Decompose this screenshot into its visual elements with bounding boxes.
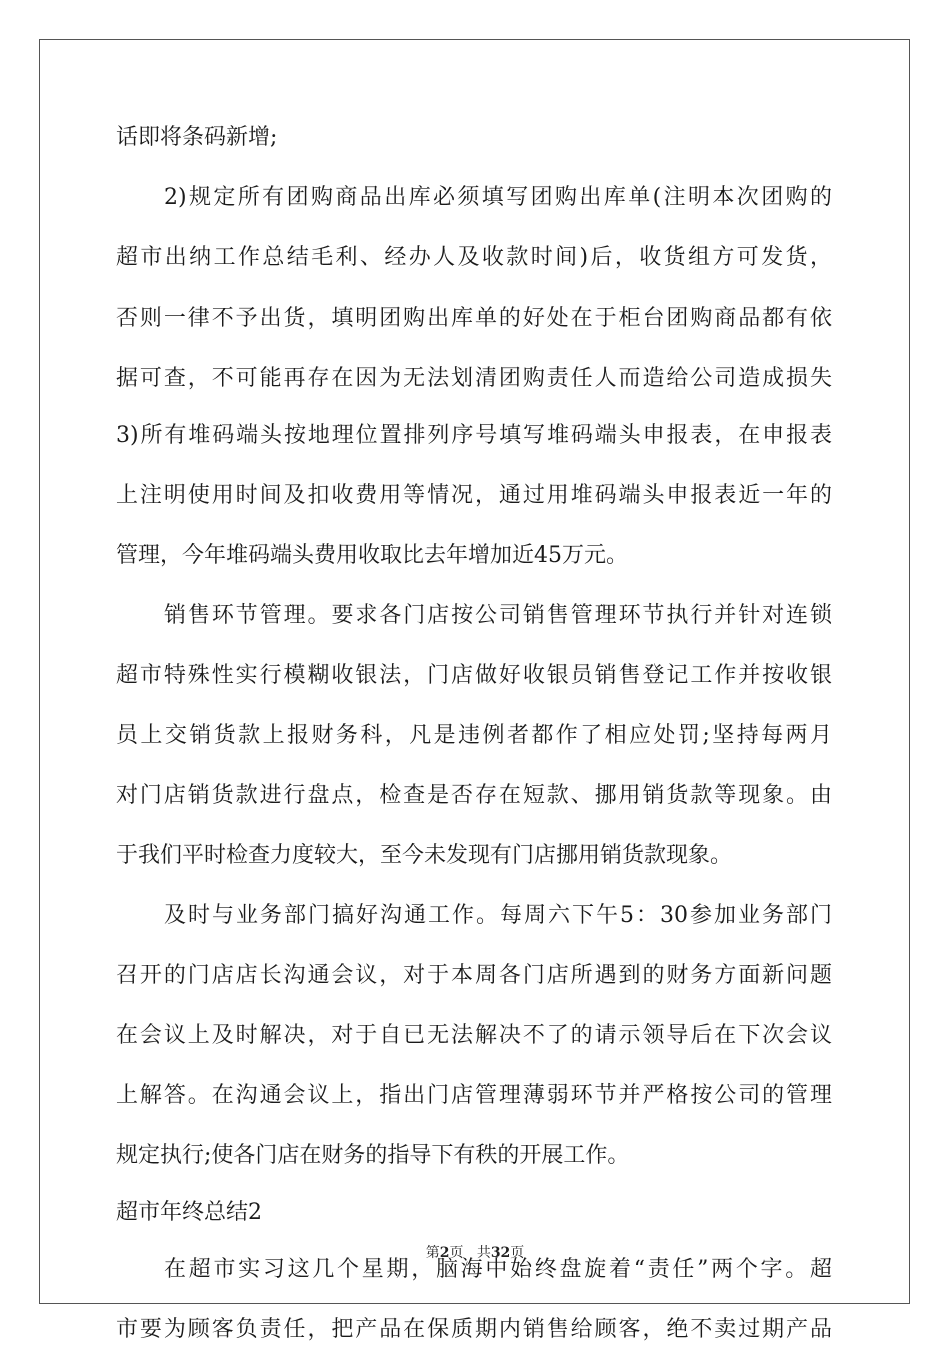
text-line: 超市特殊性实行模糊收银法，门店做好收银员销售登记工作并按收银 xyxy=(116,663,832,688)
text-line: 规定执行;使各门店在财务的指导下有秩的开展工作。 xyxy=(116,1143,630,1168)
text-line: 上解答。在沟通会议上，指出门店管理薄弱环节并严格按公司的管理 xyxy=(116,1083,832,1108)
footer-prefix: 第 xyxy=(425,1245,440,1261)
text-line: 及时与业务部门搞好沟通工作。每周六下午5：30参加业务部门 xyxy=(164,903,832,928)
text-line: 据可查，不可能再存在因为无法划清团购责任人而造给公司造成损失 xyxy=(116,366,832,391)
text-line: 于我们平时检查力度较大，至今未发现有门店挪用销货款现象。 xyxy=(116,843,733,868)
footer-total-suffix: 页 xyxy=(510,1245,525,1261)
text-line: 2)规定所有团购商品出库必须填写团购出库单(注明本次团购的 xyxy=(164,185,832,210)
page-footer xyxy=(0,1243,950,1263)
text-line: 对门店销货款进行盘点，检查是否存在短款、挪用销货款等现象。由 xyxy=(116,783,832,808)
text-line: 超市出纳工作总结毛利、经办人及收款时间)后，收货组方可发货， xyxy=(116,245,832,270)
text-line: 管理，今年堆码端头费用收取比去年增加近45万元。 xyxy=(116,543,628,568)
footer-page-suffix: 页 xyxy=(449,1245,464,1261)
text-line: 上注明使用时间及扣收费用等情况，通过用堆码端头申报表近一年的 xyxy=(116,483,832,508)
section-heading: 超市年终总结2 xyxy=(116,1200,262,1225)
text-line: 话即将条码新增; xyxy=(116,125,278,150)
page-number: 2 xyxy=(439,1245,450,1261)
footer-total-prefix: 共 xyxy=(476,1245,491,1261)
text-line: 销售环节管理。要求各门店按公司销售管理环节执行并针对连锁 xyxy=(164,603,832,628)
text-line: 在会议上及时解决，对于自已无法解决不了的请示领导后在下次会议 xyxy=(116,1023,832,1048)
text-line: 3)所有堆码端头按地理位置排列序号填写堆码端头申报表，在申报表 xyxy=(116,423,832,448)
text-line: 在超市实习这几个星期，脑海中始终盘旋着“责任”两个字。超 xyxy=(164,1257,832,1282)
text-line: 市要为顾客负责任，把产品在保质期内销售给顾客，绝不卖过期产品 xyxy=(116,1317,832,1342)
total-pages: 32 xyxy=(490,1245,511,1261)
text-line: 否则一律不予出货，填明团购出库单的好处在于柜台团购商品都有依 xyxy=(116,306,832,331)
text-line: 员上交销货款上报财务科，凡是违例者都作了相应处罚;坚持每两月 xyxy=(116,723,832,748)
text-line: 召开的门店店长沟通会议，对于本周各门店所遇到的财务方面新问题 xyxy=(116,963,832,988)
